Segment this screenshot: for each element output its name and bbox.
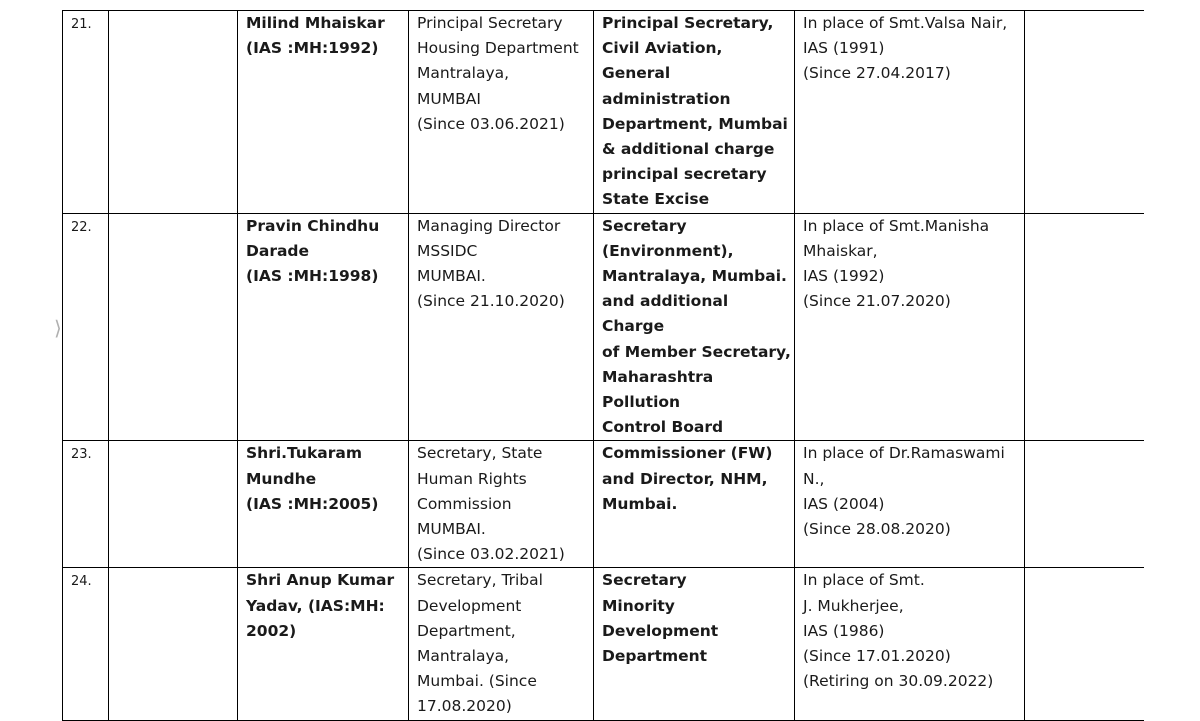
blank-cell <box>1025 11 1144 214</box>
officer-name: Shri.Tukaram Mundhe (IAS :MH:2005) <box>238 441 409 568</box>
blank-cell <box>109 441 238 568</box>
blank-cell <box>1025 213 1144 441</box>
present-post: Managing Director MSSIDC MUMBAI. (Since 21.10.2020) <box>409 213 594 441</box>
serial-number: 24. <box>63 568 109 720</box>
table-row <box>63 568 1144 720</box>
blank-cell <box>109 213 238 441</box>
in-place-of: In place of Smt.Valsa Nair, IAS (1991) (Since 27.04.2017) <box>795 11 1025 214</box>
present-post: Secretary, Tribal Development Department, Mantralaya, Mumbai. (Since 17.08.2020) <box>409 568 594 720</box>
blank-cell <box>109 568 238 720</box>
present-post: Principal Secretary Housing Department Mantralaya, MUMBAI (Since 03.06.2021) <box>409 11 594 214</box>
in-place-of: In place of Smt.Manisha Mhaiskar, IAS (1992) (Since 21.07.2020) <box>795 213 1025 441</box>
page-edge-mark: ⟩ <box>54 316 62 340</box>
present-post: Secretary, State Human Rights Commission MUMBAI. (Since 03.02.2021) <box>409 441 594 568</box>
new-post: Principal Secretary, Civil Aviation, General administration Department, Mumbai & additional charge principal secretary State Excise <box>594 11 795 214</box>
in-place-of: In place of Dr.Ramaswami N., IAS (2004) (Since 28.08.2020) <box>795 441 1025 568</box>
table-row <box>63 11 1144 214</box>
serial-number: 21. <box>63 11 109 214</box>
in-place-of: In place of Smt. J. Mukherjee, IAS (1986) (Since 17.01.2020) (Retiring on 30.09.2022) <box>795 568 1025 720</box>
new-post: Secretary (Environment), Mantralaya, Mumbai. and additional Charge of Member Secretary, Maharashtra Pollution Control Board <box>594 213 795 441</box>
new-post: Commissioner (FW) and Director, NHM, Mumbai. <box>594 441 795 568</box>
table-row <box>63 441 1144 568</box>
new-post: Secretary Minority Development Department <box>594 568 795 720</box>
serial-number: 23. <box>63 441 109 568</box>
officer-name: Milind Mhaiskar (IAS :MH:1992) <box>238 11 409 214</box>
officer-name: Pravin Chindhu Darade (IAS :MH:1998) <box>238 213 409 441</box>
officer-name: Shri Anup Kumar Yadav, (IAS:MH: 2002) <box>238 568 409 720</box>
officer-transfer-table <box>62 10 1144 721</box>
blank-cell <box>1025 568 1144 720</box>
table-row <box>63 213 1144 441</box>
serial-number: 22. <box>63 213 109 441</box>
blank-cell <box>1025 441 1144 568</box>
blank-cell <box>109 11 238 214</box>
